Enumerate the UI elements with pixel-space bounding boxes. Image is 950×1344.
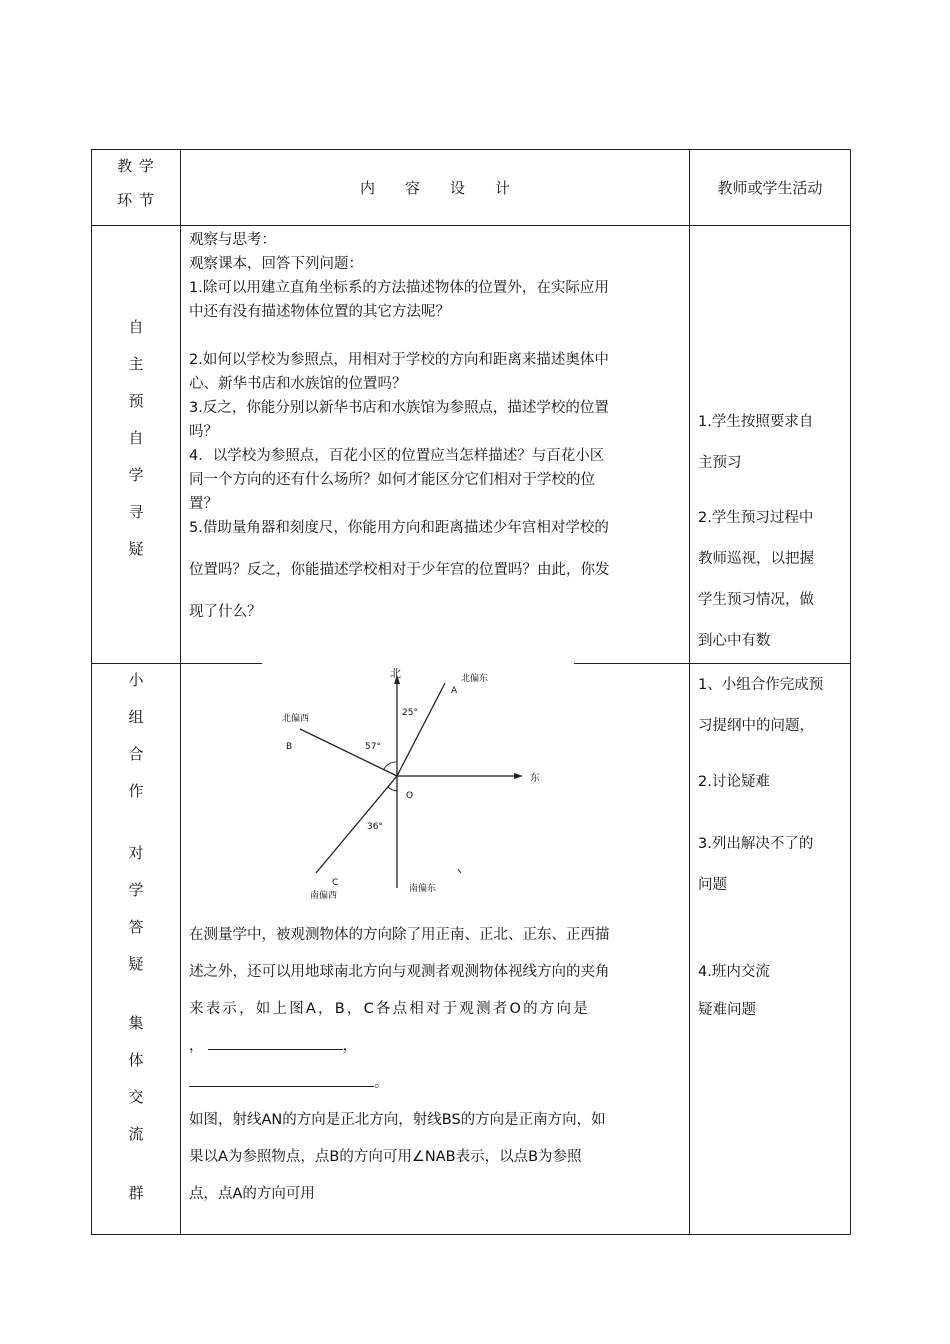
ne-label: 北偏东 — [461, 674, 489, 684]
question-3-line1: 3.反之，你能分别以新华书店和水族馆为参照点，描述学校的位置 — [189, 400, 609, 416]
section1-stage-char: 主 — [128, 355, 144, 373]
header-content-label: 内 容 设 计 — [359, 179, 510, 197]
column-divider-1 — [180, 150, 181, 1234]
se-label: 南偏东 — [409, 884, 437, 894]
group-activity-2: 2.讨论疑难 — [698, 774, 770, 790]
question-4-line2: 同一个方向的还有什么场所？如何才能区分它们相对于学校的位 — [189, 472, 595, 488]
angle-a-label: 25° — [402, 708, 418, 718]
paragraph-1-line4 — [189, 1028, 682, 1065]
paragraph-2-line2: 果以A为参照物点，点B的方向可用∠NAB表示，以点B为参照 — [189, 1149, 582, 1165]
section1-stage-char: 自 — [128, 318, 144, 336]
paragraph-2-line1: 如图，射线AN的方向是正北方向，射线BS的方向是正南方向，如 — [189, 1112, 606, 1128]
point-a-label: A — [451, 686, 458, 696]
section2-stage-char: 交 — [128, 1088, 144, 1106]
answer-1-suffix: ， — [342, 1038, 357, 1054]
section2-stage-char: 组 — [128, 708, 144, 726]
header-stage-line2: 环 节 — [117, 191, 155, 209]
section1-intro: 观察课本，回答下列问题： — [189, 256, 363, 272]
ray-oc — [316, 776, 397, 873]
answer-2-suffix: 。 — [374, 1075, 389, 1091]
answer-1-prefix: ， — [189, 1038, 204, 1054]
question-5-line2: 位置吗？反之，你能描述学校相对于少年宫的位置吗？由此，你发 — [189, 562, 610, 578]
answer-blank-2[interactable] — [189, 1072, 374, 1087]
ray-ob — [300, 729, 397, 776]
section2-stage-char: 疑 — [128, 955, 144, 973]
section1-stage-char: 预 — [128, 392, 144, 410]
question-1-line2: 中还有没有描述物体位置的其它方法呢？ — [189, 304, 450, 320]
nw-label: 北偏西 — [282, 714, 310, 724]
question-5-line3: 现了什么？ — [189, 604, 262, 620]
question-4-line1: 4．以学校为参照点，百花小区的位置应当怎样描述？与百花小区 — [189, 448, 605, 464]
angle-c-label: 36° — [367, 822, 383, 832]
section1-stage-char: 疑 — [128, 540, 144, 558]
section2-stage-char: 作 — [128, 782, 144, 800]
sw-label: 南偏西 — [310, 891, 338, 901]
row-divider-1 — [92, 225, 850, 226]
section2-stage-char: 群 — [128, 1184, 144, 1202]
section2-content — [189, 917, 682, 1213]
angle-b-label: 57° — [365, 742, 381, 752]
question-1-line1: 1.除可以用建立直角坐标系的方法描述物体的位置外，在实际应用 — [189, 280, 609, 296]
header-stage-cell — [92, 150, 180, 225]
header-activity-label: 教师或学生活动 — [717, 179, 823, 197]
section1-content — [189, 228, 685, 624]
section1-activity — [698, 402, 848, 662]
section2-activity — [698, 665, 848, 1028]
header-content-cell — [181, 150, 689, 225]
answer-blank-1[interactable] — [208, 1035, 343, 1050]
section2-stage — [92, 673, 180, 1201]
stray-tick — [458, 869, 461, 873]
east-arrow-icon — [514, 773, 523, 779]
group-activity-3-line2: 问题 — [698, 877, 727, 893]
question-4-line3: 置？ — [189, 496, 218, 512]
paragraph-1-line2: 述之外，还可以用地球南北方向与观测者观测物体视线方向的夹角 — [189, 964, 610, 980]
origin-label: O — [406, 791, 414, 801]
column-divider-2 — [689, 150, 690, 1234]
header-stage-line1: 教 学 — [117, 157, 155, 175]
question-2-line1: 2.如何以学校为参照点，用相对于学校的方向和距离来描述奥体中 — [189, 352, 609, 368]
paragraph-1-line5 — [189, 1065, 682, 1102]
section2-stage-char: 对 — [128, 844, 144, 862]
group-activity-4-line1: 4.班内交流 — [698, 964, 770, 980]
section2-stage-char: 流 — [128, 1125, 144, 1143]
section1-stage-char: 寻 — [128, 503, 144, 521]
section2-stage-char: 答 — [128, 918, 144, 936]
activity-2-line1: 2.学生预习过程中 — [698, 510, 814, 526]
east-label: 东 — [530, 773, 540, 784]
question-5-line1: 5.借助量角器和刻度尺，你能用方向和距离描述少年宫相对学校的 — [189, 520, 609, 536]
group-activity-1-line2: 习提纲中的问题， — [698, 718, 814, 734]
activity-2-line3: 学生预习情况，做 — [698, 592, 814, 608]
section2-stage-char: 学 — [128, 881, 144, 899]
point-b-label: B — [286, 742, 293, 752]
activity-1-line2: 主预习 — [698, 455, 742, 471]
ray-oa — [397, 683, 445, 776]
section1-stage — [92, 320, 180, 557]
activity-2-line4: 到心中有数 — [698, 633, 771, 649]
activity-2-line2: 教师巡视，以把握 — [698, 551, 814, 567]
header-activity-cell — [690, 150, 850, 225]
question-2-line2: 心、新华书店和水族馆的位置吗？ — [189, 376, 407, 392]
group-activity-1-line1: 1、小组合作完成预 — [698, 677, 824, 693]
angle-arc-c — [388, 787, 397, 791]
paragraph-2-line3: 点，点A的方向可用 — [189, 1186, 315, 1202]
group-activity-3-line1: 3.列出解决不了的 — [698, 836, 814, 852]
paragraph-1-line1: 在测量学中，被观测物体的方向除了用正南、正北、正东、正西描 — [189, 927, 610, 943]
lesson-table — [91, 149, 851, 1235]
point-c-label: C — [332, 878, 339, 888]
section2-stage-char: 体 — [128, 1051, 144, 1069]
activity-1-line1: 1.学生按照要求自 — [698, 414, 814, 430]
paragraph-1-line3: 来表示，如上图A，B，C各点相对于观测者O的方向是 — [189, 1001, 590, 1017]
north-label: 北 — [390, 667, 401, 680]
section1-title: 观察与思考： — [189, 232, 276, 248]
group-activity-4-line2: 疑难问题 — [698, 1002, 756, 1018]
question-3-line2: 吗？ — [189, 424, 218, 440]
section2-stage-char: 合 — [128, 745, 144, 763]
direction-diagram — [262, 663, 574, 903]
section2-stage-char: 集 — [128, 1014, 144, 1032]
section1-stage-char: 自 — [128, 429, 144, 447]
section1-stage-char: 学 — [128, 466, 144, 484]
section2-stage-char: 小 — [128, 671, 144, 689]
angle-arc-b — [384, 762, 397, 769]
